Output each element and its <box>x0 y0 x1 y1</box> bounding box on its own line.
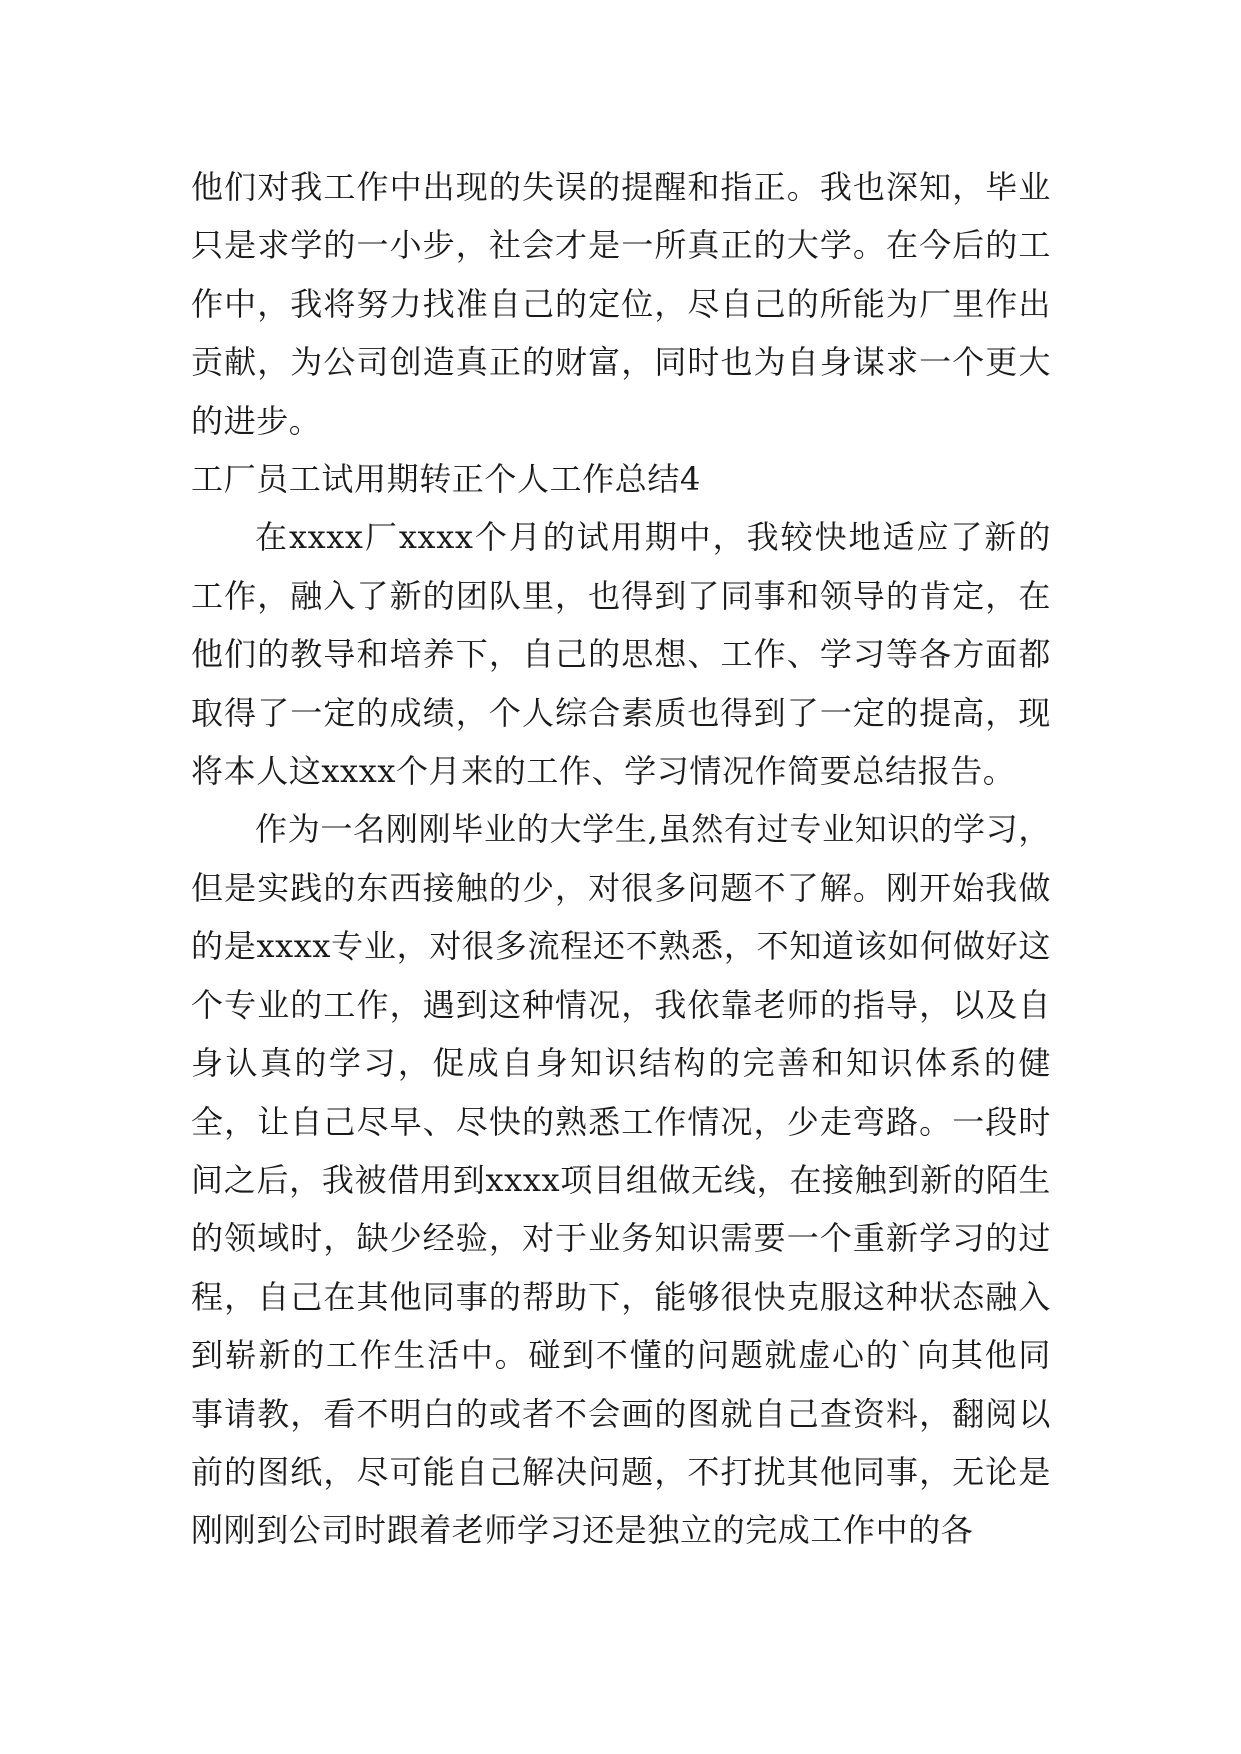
document-body <box>191 158 1051 1560</box>
body-paragraph-2: 作为一名刚刚毕业的大学生,虽然有过专业知识的学习，但是实践的东西接触的少，对很多问题不了解。刚开始我做的是xxxx专业，对很多流程还不熟悉，不知道该如何做好这个专业的工作，遇到这种情况，我依靠老师的指导，以及自身认真的学习，促成自身知识结构的完善和知识体系的健全，让自己尽早、尽快的熟悉工作情况，少走弯路。一段时间之后，我被借用到xxxx项目组做无线，在接触到新的陌生的领域时，缺少经验，对于业务知识需要一个重新学习的过程，自己在其他同事的帮助下，能够很快克服这种状态融入到崭新的工作生活中。碰到不懂的问题就虚心的`向其他同事请教，看不明白的或者不会画的图就自己查资料，翻阅以前的图纸，尽可能自己解决问题，不打扰其他同事，无论是刚刚到公司时跟着老师学习还是独立的完成工作中的各 <box>191 810 1051 1550</box>
section-heading: 工厂员工试用期转正个人工作总结4 <box>191 460 701 499</box>
continuation-paragraph: 他们对我工作中出现的失误的提醒和指正。我也深知，毕业只是求学的一小步，社会才是一所真正的大学。在今后的工作中，我将努力找准自己的定位，尽自己的所能为厂里作出贡献，为公司创造真正的财富，同时也为自身谋求一个更大的进步。 <box>191 168 1051 440</box>
body-paragraph-1: 在xxxx厂xxxx个月的试用期中，我较快地适应了新的工作，融入了新的团队里，也得到了同事和领导的肯定，在他们的教导和培养下，自己的思想、工作、学习等各方面都取得了一定的成绩，个人综合素质也得到了一定的提高，现将本人这xxxx个月来的工作、学习情况作简要总结报告。 <box>191 518 1051 791</box>
